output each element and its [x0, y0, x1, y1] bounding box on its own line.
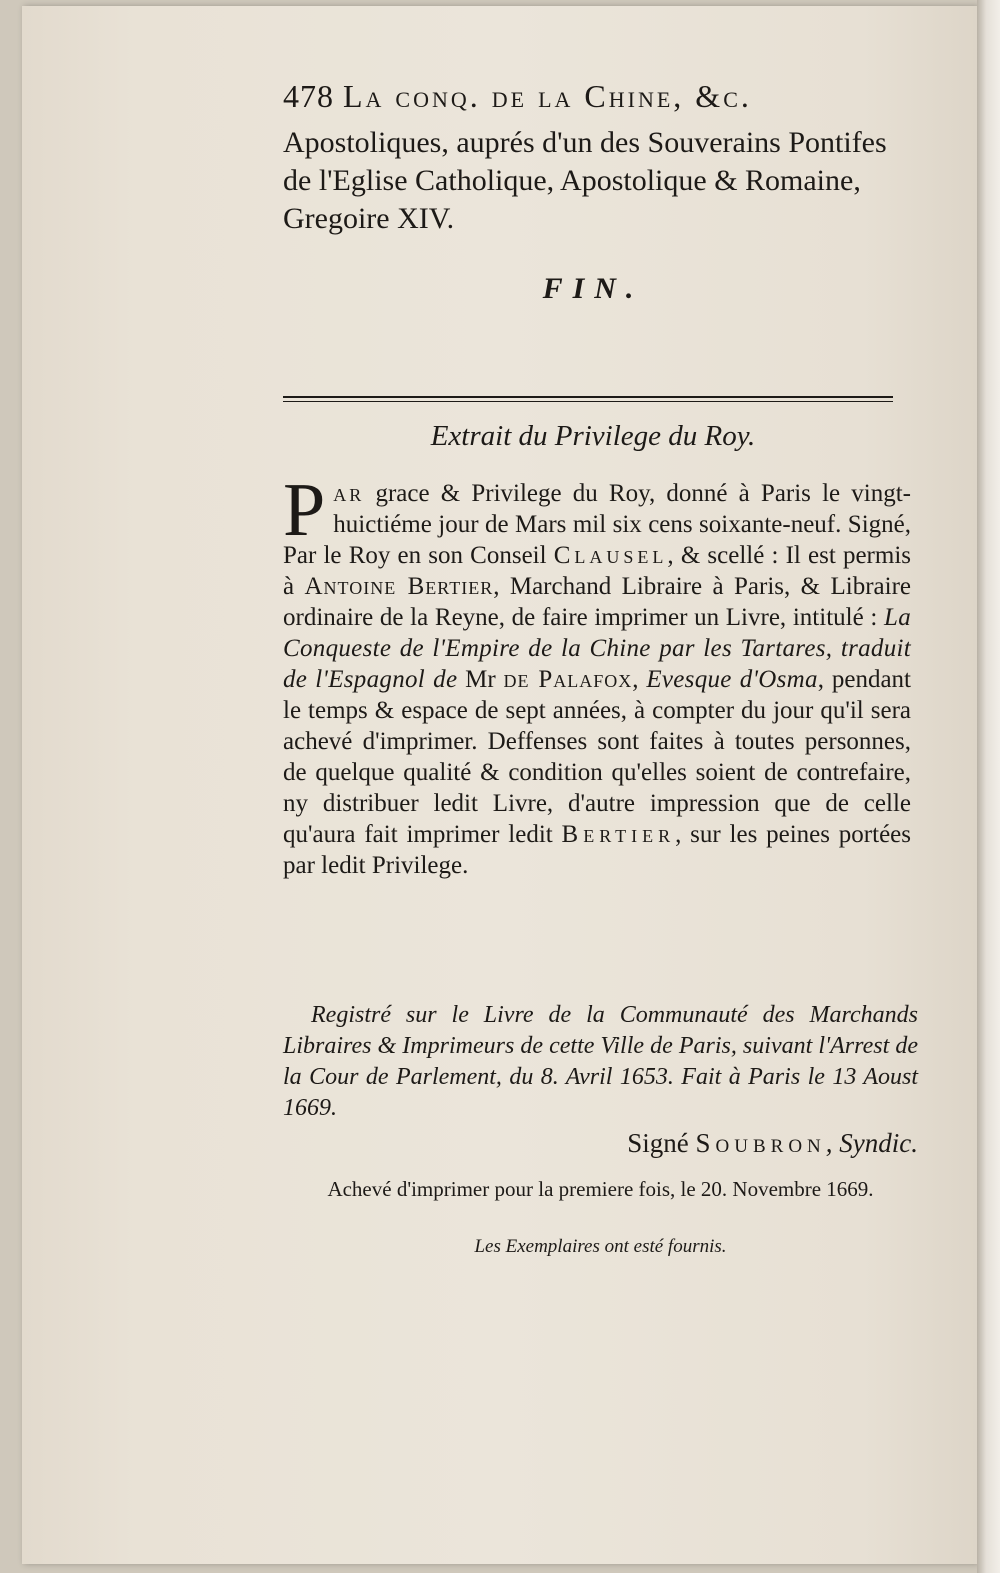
privilege-part: , Marchand Libraire à Paris, & Libraire ordinaire de la Reyne, de faire imprimer un Livre, intitulé : [283, 573, 911, 631]
running-title: La conq. de la Chine, &c. [343, 78, 752, 114]
author-title: Evesque d'Osma [646, 666, 818, 693]
extract-title: Extrait du Privilege du Roy. [430, 420, 756, 452]
page-number: 478 [283, 78, 334, 114]
privilege-part: , [632, 666, 647, 693]
lead-letters: ar [333, 480, 365, 507]
divider-rule [283, 396, 893, 398]
author-name: de Palafox [503, 666, 633, 693]
signature-suffix: , Syndic. [825, 1128, 918, 1158]
drop-cap: P [283, 468, 326, 552]
privilege-part: , pendant le temps & espace de sept années, à compter du jour qu'il sera achevé d'imprimer. Deffenses sont faites à toutes personnes, de quelque qualité & condition qu'elles soient de contrefaire, ny distribuer ledit Livre, d'autre impression que de celle qu'aura fait imprimer ledit [283, 666, 911, 848]
divider-rule-thin [283, 401, 893, 402]
author-prefix: Mr [457, 666, 504, 693]
page-edge [977, 0, 1000, 1573]
name-bertier: Antoine Bertier [304, 573, 494, 600]
fin-mark: FIN. [542, 272, 644, 305]
name-bertier-2: Bertier [561, 821, 676, 848]
signature-name: Soubron [695, 1128, 826, 1158]
copies-note: Les Exemplaires ont esté fournis. [474, 1236, 727, 1257]
signature-line [283, 1128, 918, 1159]
signature-prefix: Signé [627, 1128, 696, 1158]
running-header [283, 78, 903, 115]
colophon-text: Achevé d'imprimer pour la premiere fois, le 20. Novembre 1669. [327, 1177, 874, 1201]
name-clausel: Clausel [553, 542, 668, 569]
privilege-part: grace & Privilege du Roy, donné à Paris le vingt-huictiéme jour de Mars mil six cens soixante-neuf. Signé, Par le Roy en son Conseil [283, 480, 911, 569]
privilege-part: , sur les peines portées par ledit Privilege. [283, 821, 911, 879]
registration-text: Registré sur le Livre de la Communauté des Marchands Libraires & Imprimeurs de cette Ville de Paris, suivant l'Arrest de la Cour de Parlement, du 8. Avril 1653. Fait à Paris le 13 Aoust 1669. [283, 1002, 918, 1121]
privilege-part: , & scellé : Il est permis à [283, 542, 912, 600]
continuation-text: Apostoliques, auprés d'un des Souverains Pontifes de l'Eglise Catholique, Apostolique & Romaine, Gregoire XIV. [283, 126, 887, 235]
book-title: La Conqueste de l'Empire de la Chine par les Tartares, traduit de l'Espagnol de [283, 604, 911, 693]
privilege-text [283, 468, 912, 881]
